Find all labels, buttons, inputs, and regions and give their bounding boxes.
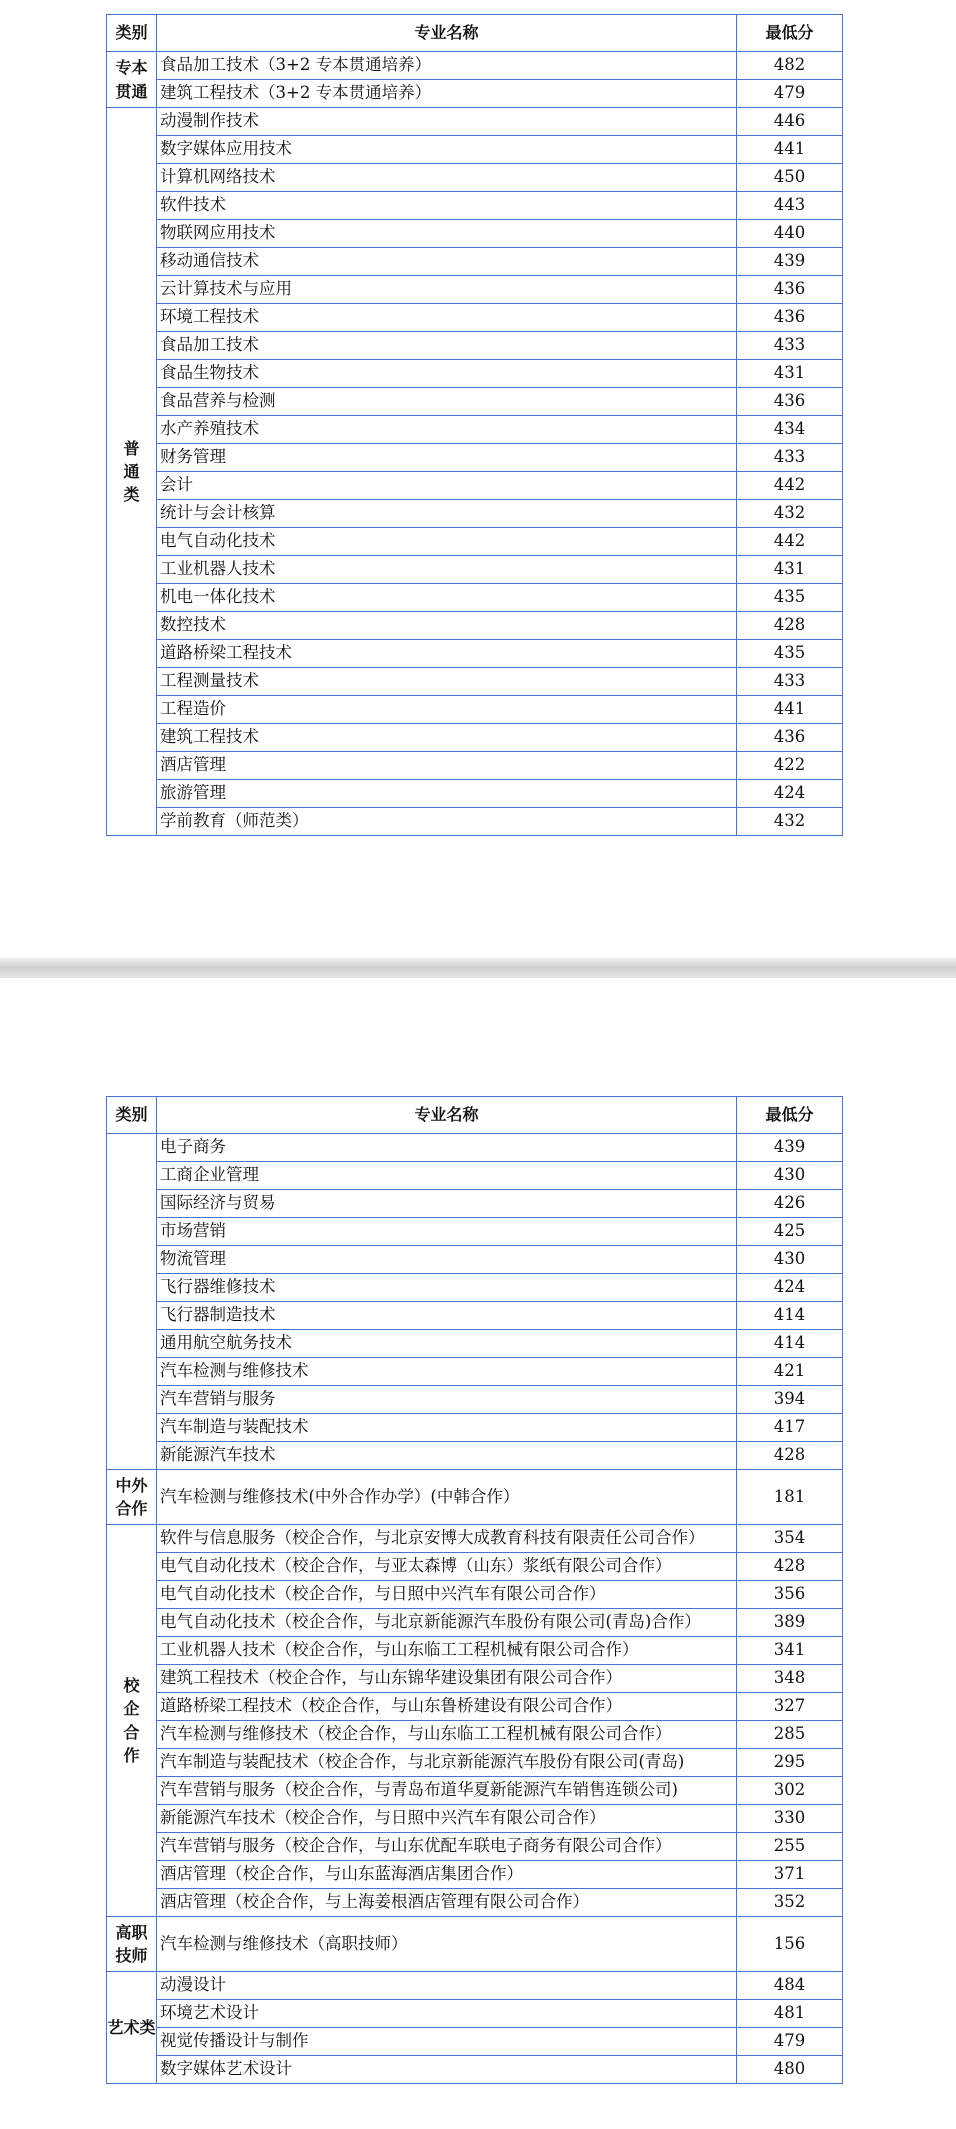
min-score-cell: 424 [737,1274,843,1302]
major-name-cell: 视觉传播设计与制作 [157,2028,737,2056]
min-score-cell: 181 [737,1470,843,1525]
header-min-score: 最低分 [737,15,843,52]
major-name-cell: 旅游管理 [157,780,737,808]
major-name-cell: 电气自动化技术（校企合作，与亚太森博（山东）浆纸有限公司合作） [157,1553,737,1581]
table-row [107,52,843,80]
table-row [107,1721,843,1749]
header-major-name: 专业名称 [157,1097,737,1134]
major-name-cell: 新能源汽车技术（校企合作，与日照中兴汽车有限公司合作） [157,1805,737,1833]
min-score-cell: 424 [737,780,843,808]
major-name-cell: 水产养殖技术 [157,416,737,444]
table-row [107,612,843,640]
header-category: 类别 [107,1097,157,1134]
major-name-cell: 工程造价 [157,696,737,724]
min-score-cell: 479 [737,80,843,108]
min-score-cell: 327 [737,1693,843,1721]
table-row [107,640,843,668]
major-name-cell: 汽车营销与服务（校企合作，与山东优配车联电子商务有限公司合作） [157,1833,737,1861]
major-name-cell: 酒店管理（校企合作，与山东蓝海酒店集团合作） [157,1861,737,1889]
min-score-cell: 255 [737,1833,843,1861]
table-row [107,1442,843,1470]
table-body-1 [107,52,843,836]
min-score-cell: 417 [737,1414,843,1442]
min-score-cell: 442 [737,528,843,556]
table-row [107,1777,843,1805]
table-row [107,416,843,444]
major-name-cell: 软件技术 [157,192,737,220]
major-name-cell: 工商企业管理 [157,1162,737,1190]
major-name-cell: 电子商务 [157,1134,737,1162]
table-row [107,1358,843,1386]
major-name-cell: 飞行器维修技术 [157,1274,737,1302]
major-name-cell: 市场营销 [157,1218,737,1246]
min-score-cell: 479 [737,2028,843,2056]
table-row [107,500,843,528]
major-name-cell: 环境工程技术 [157,304,737,332]
table-row [107,192,843,220]
table-row [107,1134,843,1162]
min-score-cell: 421 [737,1358,843,1386]
min-score-cell: 434 [737,416,843,444]
major-name-cell: 移动通信技术 [157,248,737,276]
header-category: 类别 [107,15,157,52]
min-score-cell: 426 [737,1190,843,1218]
table-row [107,556,843,584]
table-row [107,332,843,360]
min-score-cell: 341 [737,1637,843,1665]
min-score-cell: 431 [737,360,843,388]
min-score-cell: 450 [737,164,843,192]
major-name-cell: 数字媒体应用技术 [157,136,737,164]
admission-score-table-2 [106,1096,843,2084]
major-name-cell: 汽车检测与维修技术（高职技师） [157,1917,737,1972]
major-name-cell: 道路桥梁工程技术 [157,640,737,668]
min-score-cell: 435 [737,584,843,612]
table-row [107,360,843,388]
table-row [107,584,843,612]
major-name-cell: 软件与信息服务（校企合作，与北京安博大成教育科技有限责任公司合作） [157,1525,737,1553]
table-row [107,668,843,696]
min-score-cell: 430 [737,1162,843,1190]
table-row [107,696,843,724]
table-row [107,136,843,164]
min-score-cell: 433 [737,332,843,360]
table-row [107,1302,843,1330]
table-row [107,1246,843,1274]
major-name-cell: 物流管理 [157,1246,737,1274]
major-name-cell: 食品营养与检测 [157,388,737,416]
min-score-cell: 428 [737,1553,843,1581]
table-row [107,80,843,108]
major-name-cell: 统计与会计核算 [157,500,737,528]
table-row [107,1330,843,1358]
category-cell: 艺术类 [107,1972,157,2084]
major-name-cell: 工业机器人技术 [157,556,737,584]
table-row [107,1218,843,1246]
category-cell [107,1134,157,1470]
major-name-cell: 新能源汽车技术 [157,1442,737,1470]
min-score-cell: 394 [737,1386,843,1414]
min-score-cell: 354 [737,1525,843,1553]
table-row [107,248,843,276]
table-row [107,1581,843,1609]
page-separator [0,958,956,978]
major-name-cell: 财务管理 [157,444,737,472]
table-row [107,1414,843,1442]
major-name-cell: 计算机网络技术 [157,164,737,192]
major-name-cell: 汽车营销与服务 [157,1386,737,1414]
table-row [107,2056,843,2084]
category-cell: 中外 合作 [107,1470,157,1525]
major-name-cell: 汽车检测与维修技术(中外合作办学）(中韩合作） [157,1470,737,1525]
min-score-cell: 440 [737,220,843,248]
table-row [107,1749,843,1777]
document-page-1 [0,0,956,958]
min-score-cell: 433 [737,668,843,696]
category-cell: 普 通 类 [107,108,157,836]
table-row [107,1861,843,1889]
major-name-cell: 建筑工程技术（校企合作，与山东锦华建设集团有限公司合作） [157,1665,737,1693]
min-score-cell: 432 [737,808,843,836]
table-row [107,2028,843,2056]
category-cell: 校 企 合 作 [107,1525,157,1917]
table-row [107,1917,843,1972]
min-score-cell: 414 [737,1302,843,1330]
major-name-cell: 电气自动化技术（校企合作，与日照中兴汽车有限公司合作） [157,1581,737,1609]
table-row [107,1525,843,1553]
major-name-cell: 机电一体化技术 [157,584,737,612]
table-row [107,1693,843,1721]
major-name-cell: 汽车检测与维修技术 [157,1358,737,1386]
min-score-cell: 439 [737,248,843,276]
min-score-cell: 371 [737,1861,843,1889]
table-header-row [107,15,843,52]
table-row [107,1637,843,1665]
admission-score-table-1 [106,14,843,836]
min-score-cell: 436 [737,388,843,416]
major-name-cell: 学前教育（师范类） [157,808,737,836]
table-row [107,780,843,808]
major-name-cell: 国际经济与贸易 [157,1190,737,1218]
table-row [107,1889,843,1917]
major-name-cell: 动漫制作技术 [157,108,737,136]
min-score-cell: 295 [737,1749,843,1777]
min-score-cell: 352 [737,1889,843,1917]
min-score-cell: 422 [737,752,843,780]
table-row [107,808,843,836]
major-name-cell: 工程测量技术 [157,668,737,696]
min-score-cell: 428 [737,612,843,640]
table-row [107,1274,843,1302]
major-name-cell: 食品加工技术（3+2 专本贯通培养） [157,52,737,80]
min-score-cell: 439 [737,1134,843,1162]
min-score-cell: 330 [737,1805,843,1833]
table-row [107,472,843,500]
major-name-cell: 建筑工程技术（3+2 专本贯通培养） [157,80,737,108]
major-name-cell: 汽车检测与维修技术（校企合作，与山东临工工程机械有限公司合作） [157,1721,737,1749]
major-name-cell: 云计算技术与应用 [157,276,737,304]
min-score-cell: 441 [737,696,843,724]
min-score-cell: 433 [737,444,843,472]
min-score-cell: 414 [737,1330,843,1358]
major-name-cell: 飞行器制造技术 [157,1302,737,1330]
major-name-cell: 电气自动化技术 [157,528,737,556]
major-name-cell: 酒店管理（校企合作，与上海姜根酒店管理有限公司合作） [157,1889,737,1917]
major-name-cell: 工业机器人技术（校企合作，与山东临工工程机械有限公司合作） [157,1637,737,1665]
major-name-cell: 环境艺术设计 [157,2000,737,2028]
min-score-cell: 156 [737,1917,843,1972]
table-row [107,1386,843,1414]
min-score-cell: 436 [737,304,843,332]
min-score-cell: 425 [737,1218,843,1246]
table-row [107,1833,843,1861]
min-score-cell: 435 [737,640,843,668]
table-row [107,1609,843,1637]
category-cell: 专本 贯通 [107,52,157,108]
major-name-cell: 建筑工程技术 [157,724,737,752]
table-row [107,276,843,304]
table-row [107,304,843,332]
min-score-cell: 482 [737,52,843,80]
table-row [107,1162,843,1190]
major-name-cell: 电气自动化技术（校企合作，与北京新能源汽车股份有限公司(青岛)合作） [157,1609,737,1637]
table-row [107,220,843,248]
min-score-cell: 481 [737,2000,843,2028]
document-page-2 [0,978,956,2129]
major-name-cell: 数字媒体艺术设计 [157,2056,737,2084]
min-score-cell: 389 [737,1609,843,1637]
min-score-cell: 356 [737,1581,843,1609]
major-name-cell: 动漫设计 [157,1972,737,2000]
min-score-cell: 436 [737,276,843,304]
major-name-cell: 食品生物技术 [157,360,737,388]
major-name-cell: 数控技术 [157,612,737,640]
major-name-cell: 食品加工技术 [157,332,737,360]
table-row [107,1553,843,1581]
major-name-cell: 道路桥梁工程技术（校企合作，与山东鲁桥建设有限公司合作） [157,1693,737,1721]
min-score-cell: 430 [737,1246,843,1274]
min-score-cell: 484 [737,1972,843,2000]
major-name-cell: 物联网应用技术 [157,220,737,248]
min-score-cell: 446 [737,108,843,136]
min-score-cell: 480 [737,2056,843,2084]
major-name-cell: 酒店管理 [157,752,737,780]
major-name-cell: 通用航空航务技术 [157,1330,737,1358]
min-score-cell: 285 [737,1721,843,1749]
major-name-cell: 汽车营销与服务（校企合作，与青岛布道华夏新能源汽车销售连锁公司) [157,1777,737,1805]
major-name-cell: 汽车制造与装配技术 [157,1414,737,1442]
major-name-cell: 汽车制造与装配技术（校企合作，与北京新能源汽车股份有限公司(青岛) [157,1749,737,1777]
table-header-row [107,1097,843,1134]
table-row [107,724,843,752]
table-row [107,528,843,556]
header-major-name: 专业名称 [157,15,737,52]
category-cell: 高职 技师 [107,1917,157,1972]
table-row [107,2000,843,2028]
min-score-cell: 441 [737,136,843,164]
table-row [107,1190,843,1218]
min-score-cell: 432 [737,500,843,528]
table-row [107,388,843,416]
table-row [107,444,843,472]
table-body-2 [107,1134,843,2084]
min-score-cell: 431 [737,556,843,584]
table-row [107,1972,843,2000]
min-score-cell: 443 [737,192,843,220]
header-min-score: 最低分 [737,1097,843,1134]
table-row [107,752,843,780]
table-row [107,108,843,136]
min-score-cell: 436 [737,724,843,752]
min-score-cell: 442 [737,472,843,500]
table-row [107,1470,843,1525]
major-name-cell: 会计 [157,472,737,500]
table-row [107,164,843,192]
table-row [107,1665,843,1693]
table-row [107,1805,843,1833]
min-score-cell: 348 [737,1665,843,1693]
min-score-cell: 428 [737,1442,843,1470]
min-score-cell: 302 [737,1777,843,1805]
